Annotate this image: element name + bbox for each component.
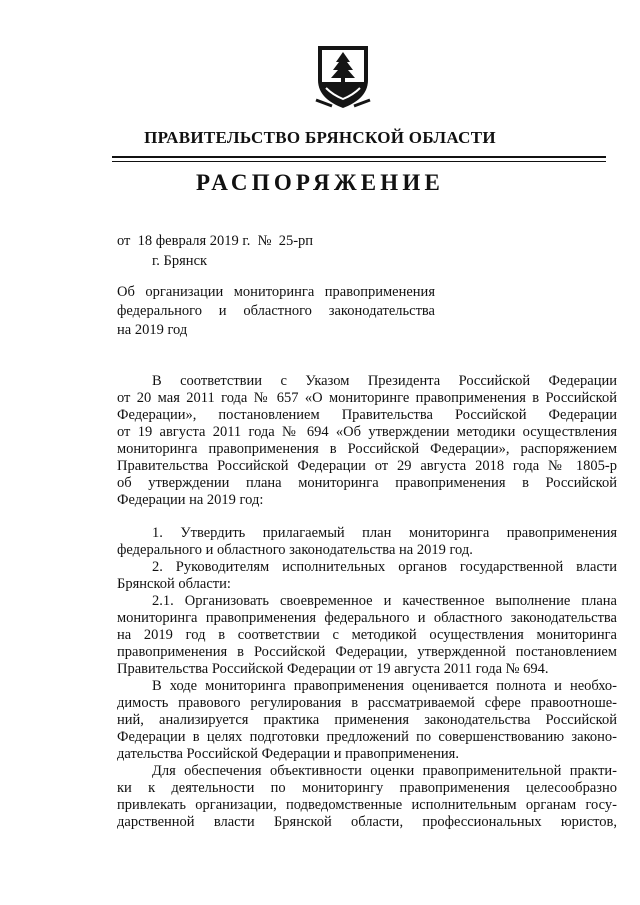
document-city: г. Брянск [152, 253, 208, 269]
body-line: ний, анализируется практика применения законодательства Российской [117, 712, 617, 728]
paragraph-item-2-1 [117, 593, 617, 678]
header-rule-thick [112, 156, 606, 158]
header-rule-thin [112, 161, 606, 162]
subject-line: Об организации мониторинга правоприменения [117, 284, 435, 300]
body-line: мониторинга правоприменения федерального и областного законодательства [117, 610, 617, 626]
paragraph-monitoring [117, 678, 617, 763]
body-line: дательства Российской Федерации и правоприменения. [117, 746, 459, 762]
body-line: от 19 августа 2011 года № 694 «Об утверждении методики осуществления [117, 424, 617, 440]
body-line: димость правового регулирования в рассматриваемой сфере правоотноше- [117, 695, 617, 711]
body-line: В соответствии с Указом Президента Российской Федерации [152, 373, 617, 389]
body-line: Для обеспечения объективности оценки правоприменительной практи- [152, 763, 617, 779]
body-line: привлекать организации, подведомственные исполнительным органам госу- [117, 797, 617, 813]
body-line: Федерации», постановлением Правительства Российской Федерации [117, 407, 617, 423]
paragraph-preamble [117, 373, 617, 509]
body-line: правоприменения в Российской Федерации, утвержденной постановлением [117, 644, 617, 660]
paragraph-objectivity [117, 763, 617, 831]
body-line: Правительства Российской Федерации от 19 августа 2011 года № 694. [117, 661, 549, 677]
subject-line: федерального и областного законодательства [117, 303, 435, 319]
body-line: ки к деятельности по мониторингу правоприменения целесообразно [117, 780, 617, 796]
body-line: 2. Руководителям исполнительных органов государственной власти [152, 559, 617, 575]
body-line: Брянской области: [117, 576, 231, 592]
body-line: 1. Утвердить прилагаемый план мониторинга правоприменения [152, 525, 617, 541]
document-dateline: от 18 февраля 2019 г. № 25-рп [117, 233, 314, 249]
document-body [117, 373, 617, 831]
body-line: федерального и областного законодательства на 2019 год. [117, 542, 473, 558]
paragraph-item-2 [117, 559, 617, 593]
body-line: от 20 мая 2011 года № 657 «О мониторинге правоприменения в Российской [117, 390, 617, 406]
body-line: В ходе мониторинга правоприменения оценивается полнота и необхо- [152, 678, 617, 694]
body-line: Федерации в целях подготовки предложений по совершенствованию законо- [117, 729, 617, 745]
body-line: дарственной власти Брянской области, профессиональных юристов, [117, 814, 617, 830]
body-line: Правительства Российской Федерации от 29 августа 2018 года № 1805-р [117, 458, 617, 474]
body-line: Федерации на 2019 год: [117, 492, 264, 508]
body-line: на 2019 год в соответствии с методикой осуществления мониторинга [117, 627, 617, 643]
document-type-title: РАСПОРЯЖЕНИЕ [195, 170, 445, 195]
body-line: 2.1. Организовать своевременное и качественное выполнение плана [152, 593, 617, 609]
subject-line: на 2019 год [117, 322, 188, 338]
body-line: мониторинга правоприменения в Российской Федерации», распоряжением [117, 441, 617, 457]
document-subject [117, 283, 435, 340]
body-line: об утверждении плана мониторинга правоприменения в Российской [117, 475, 617, 491]
organization-name: ПРАВИТЕЛЬСТВО БРЯНСКОЙ ОБЛАСТИ [144, 128, 496, 147]
paragraph-item-1 [117, 525, 617, 559]
bryansk-coat-of-arms-icon [312, 40, 374, 114]
